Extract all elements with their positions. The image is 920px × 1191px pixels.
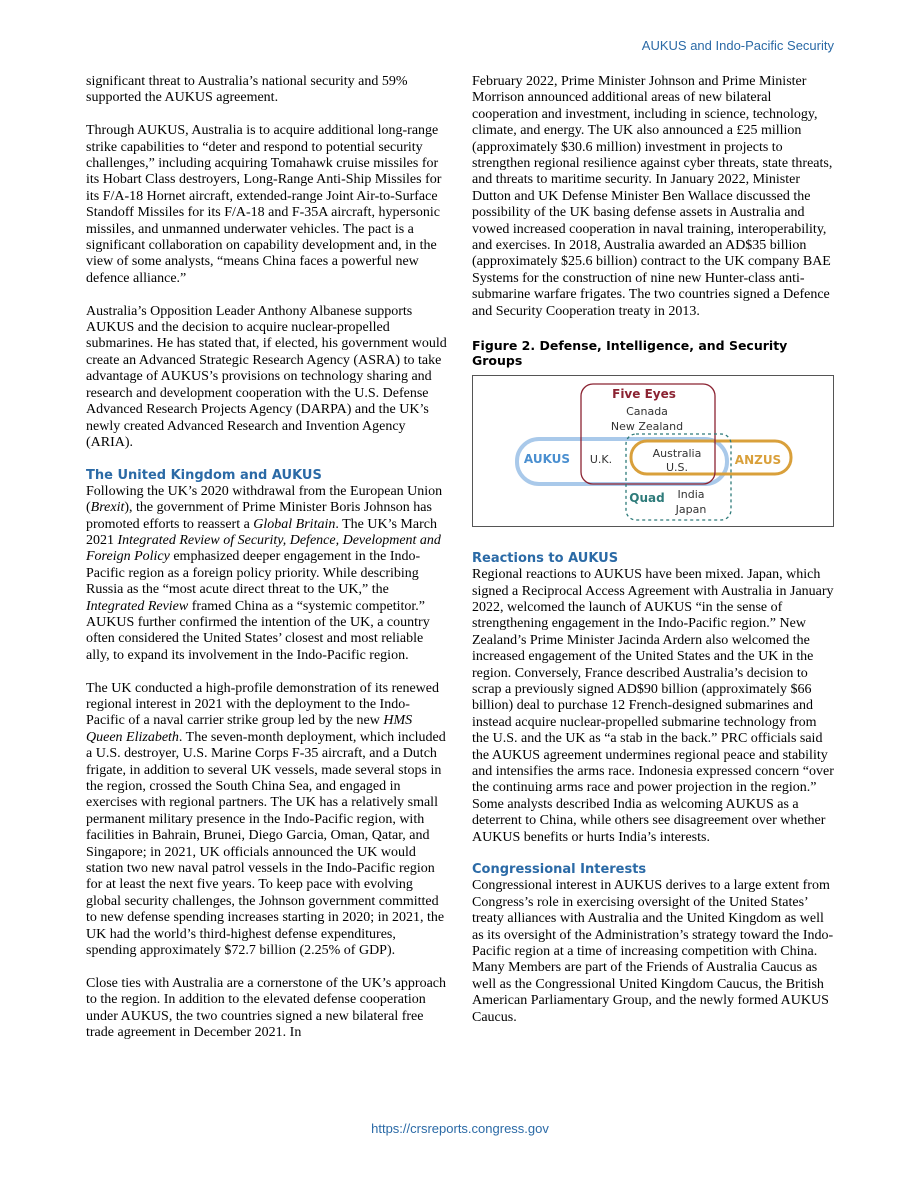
us-label: U.S. (665, 461, 689, 475)
left-column (86, 74, 448, 1041)
paragraph: significant threat to Australia’s national security and 59% supported the AUKUS agreement. (86, 74, 408, 106)
quad-label: Quad (629, 491, 665, 506)
quad-member: Japan (675, 503, 707, 517)
five-eyes-member: Canada (626, 405, 668, 419)
quad-member: India (677, 488, 705, 502)
running-header: AUKUS and Indo-Pacific Security (641, 38, 834, 53)
section-heading-congress: Congressional Interests (472, 862, 647, 878)
five-eyes-label: Five Eyes (612, 387, 676, 402)
paragraph: Close ties with Australia are a cornerstone of the UK’s approach to the region. In addition to the elevated defense cooperation under AUKUS, the two countries signed a new bilateral free trade agreement in December 2021. In (86, 975, 447, 1041)
paragraph: The UK conducted a high-profile demonstration of its renewed regional interest in 2021 with the deployment to the Indo-Pacific of a naval carrier strike group led by the new HMS Queen Elizabeth. The seven-month deployment, which included a U.S. destroyer, U.S. Marine Corps F-35 aircraft, and a Dutch frigate, in addition to several UK vessels, made several stops in the region, crossed the South China Sea, and engaged in exercises with regional partners. The UK has a relatively small permanent military presence in the Indo-Pacific region, with facilities in Bahrain, Brunei, Diego Garcia, Oman, Qatar, and Singapore; in 2021, UK officials announced the UK would station two new naval patrol vessels in the Indo-Pacific region for at least the next five years. To keep pace with evolving global security challenges, the Johnson government committed to new defense spending increases starting in 2020; in 2021, the UK had the world’s third-highest defense expenditures, spending approximately $72.7 billion (2.25% of GDP). (86, 680, 446, 959)
paragraph: Regional reactions to AUKUS have been mixed. Japan, which signed a Reciprocal Access Agreement with Australia in January 2022, welcomed the launch of AUKUS “in the sense of strengthening engagement in the Indo-Pacific region.” New Zealand’s Prime Minister Jacinda Ardern also welcomed the increased engagement of the United States and the UK in the region. Conversely, France described Australia’s decision to scrap a previously signed AD$90 billion (approximately $66 billion) deal to purchase 12 French-designed submarines and instead acquire nuclear-propelled submarine technology from the U.S. and the UK as “a stab in the back.” PRC officials said the AUKUS agreement undermines regional peace and stability and intensifies the arms race. Indonesia expressed concern “over the continuing arms race and power projection in the region.” Some analysts described India as welcoming AUKUS as a deterrent to China, while others see disagreement over whether AUKUS benefits or hurts India’s interests. (472, 567, 834, 845)
aukus-label: AUKUS (523, 452, 571, 467)
anzus-label: ANZUS (734, 453, 782, 468)
paragraph: Through AUKUS, Australia is to acquire additional long-range strike capabilities to “deter and respond to potential security challenges,” including acquiring Tomahawk cruise missiles for its Hobart Class destroyers, Long-Range Anti-Ship Missiles for its F/A-18 Hornet aircraft, extended-range Joint Air-to-Surface Standoff Missiles for its F/A-18 and F-35A aircraft, hypersonic missiles, and unmanned underwater vehicles. The pact is a significant collaboration on capability development and, in the view of some analysts, “means China faces a powerful new defence alliance.” (86, 123, 442, 286)
uk-label: U.K. (589, 453, 613, 467)
footer-link[interactable]: https://crsreports.congress.gov (371, 1121, 549, 1136)
venn-diagram (472, 375, 834, 527)
paragraph: Australia’s Opposition Leader Anthony Albanese supports AUKUS and the decision to acquire nuclear-propelled submarines. He has stated that, if elected, his government would create an Advanced Strategic Research Agency (ASRA) to take advantage of AUKUS’s provisions on technology sharing and research and development cooperation with the U.S. Defense Advanced Research Projects Agency (DARPA) and the UK’s newly created Advanced Research and Invention Agency (ARIA). (86, 303, 447, 450)
australia-label: Australia (652, 447, 702, 461)
five-eyes-member: New Zealand (610, 420, 684, 434)
paragraph: Congressional interest in AUKUS derives to a large extent from Congress’s role in exercising oversight of the United States’ treaty alliances with Australia and the United Kingdom as well as its oversight of the Administration’s strategy toward the Indo-Pacific region at a time of increasing competition with China. Many Members are part of the Friends of Australia Caucus as well as the Congressional United Kingdom Caucus, the British American Parliamentary Group, and the newly formed AUKUS Caucus. (472, 878, 834, 1025)
right-column (472, 74, 834, 1026)
section-heading-uk: The United Kingdom and AUKUS (86, 467, 322, 483)
paragraph: Following the UK’s 2020 withdrawal from the European Union (Brexit), the government of Prime Minister Boris Johnson has promoted efforts to reassert a Global Britain. The UK’s March 2021 Integrated Review of Security, Defence, Development and Foreign Policy emphasized deeper engagement in the Indo-Pacific region as a foreign policy priority. While describing Russia as the “most acute direct threat to the UK,” the Integrated Review framed China as a “systemic competitor.” AUKUS further confirmed the intention of the UK, a country often considered the United States’ closest and most reliable ally, to expand its involvement in the Indo-Pacific region. (86, 483, 443, 663)
paragraph: February 2022, Prime Minister Johnson and Prime Minister Morrison announced additional areas of new bilateral cooperation and investment, including in science, technology, climate, and energy. The UK also announced a £25 million (approximately $30.6 million) investment in projects to strengthen regional resilience against cyber threats, state threats, and threats to maritime security. In January 2022, Minister Dutton and UK Defense Minister Ben Wallace discussed the possibility of the UK basing defense assets in Australia and vowed increased cooperation in naval training, interoperability, and exercises. In 2018, Australia awarded an AD$35 billion (approximately $25.6 billion) contract to the UK company BAE Systems for the construction of nine new Hunter-class anti-submarine warfare frigates. The two countries signed a Defence and Security Cooperation treaty in 2013. (472, 74, 833, 319)
section-heading-reactions: Reactions to AUKUS (472, 551, 619, 567)
figure-title: Figure 2. Defense, Intelligence, and Security Groups (472, 338, 788, 369)
